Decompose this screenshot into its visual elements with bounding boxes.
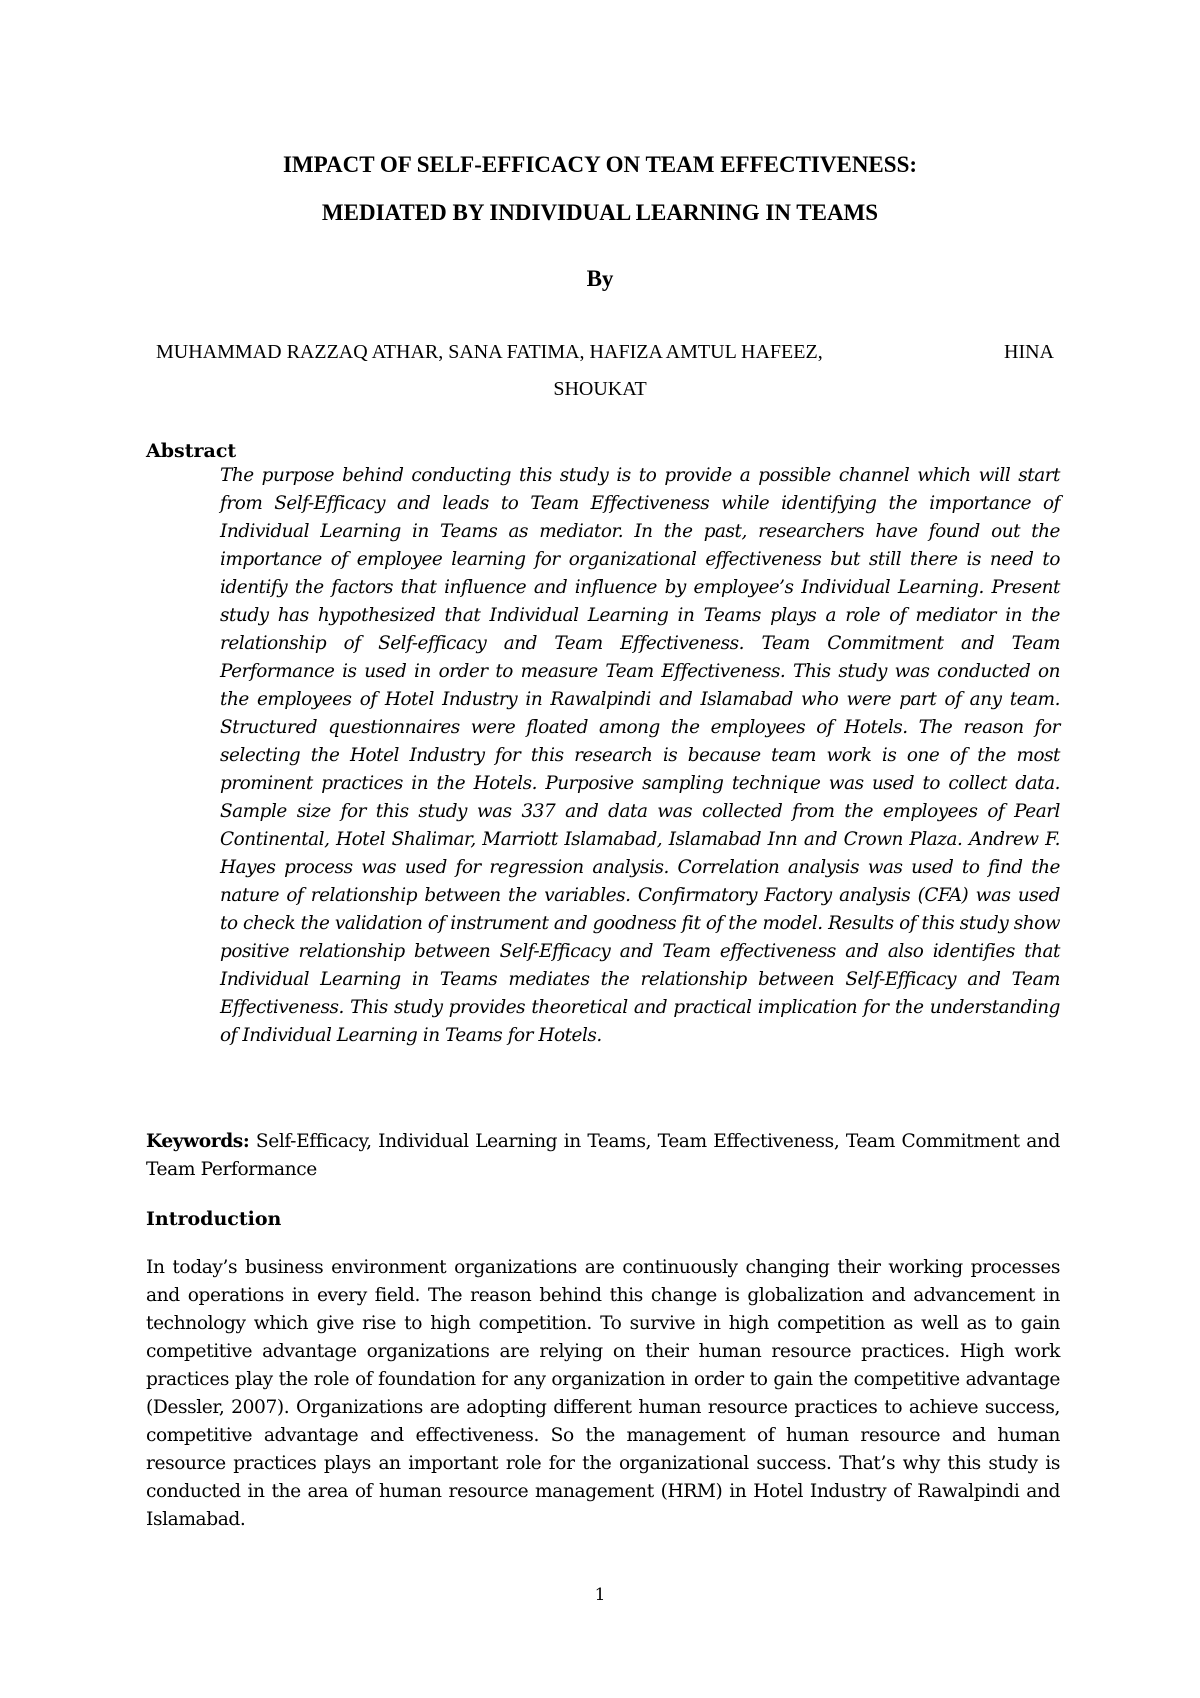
introduction-heading: Introduction: [146, 1208, 282, 1230]
author-names: MUHAMMAD RAZZAQ ATHAR, SANA FATIMA, HAFIZA AMTUL HAFEEZ,: [156, 341, 823, 363]
keywords-label: Keywords:: [146, 1131, 250, 1152]
author-list-line-2: SHOUKAT: [553, 378, 647, 400]
keywords-paragraph: [146, 1128, 1060, 1184]
keywords-text: Self-Efficacy, Individual Learning in Teams, Team Effectiveness, Team Commitment and Team Performance: [146, 1131, 1060, 1180]
abstract-text: The purpose behind conducting this study is to provide a possible channel which will start from Self-Efficacy and leads to Team Effectiveness while identifying the importance of Individual Learning in Teams as mediator. In the past, researchers have found out the importance of employee learning for organizational effectiveness but still there is need to identify the factors that influence and influence by employee’s Individual Learning. Present study has hypothesized that Individual Learning in Teams plays a role of mediator in the relationship of Self-efficacy and Team Effectiveness. Team Commitment and Team Performance is used in order to measure Team Effectiveness. This study was conducted on the employees of Hotel Industry in Rawalpindi and Islamabad who were part of any team. Structured questionnaires were floated among the employees of Hotels. The reason for selecting the Hotel Industry for this research is because team work is one of the most prominent practices in the Hotels. Purposive sampling technique was used to collect data. Sample size for this study was 337 and data was collected from the employees of Pearl Continental, Hotel Shalimar, Marriott Islamabad, Islamabad Inn and Crown Plaza. Andrew F. Hayes process was used for regression analysis. Correlation analysis was used to find the nature of relationship between the variables. Confirmatory Factory analysis (CFA) was used to check the validation of instrument and goodness fit of the model. Results of this study show positive relationship between Self-Efficacy and Team effectiveness and also identifies that Individual Learning in Teams mediates the relationship between Self-Efficacy and Team Effectiveness. This study provides theoretical and practical implication for the understanding of Individual Learning in Teams for Hotels.: [220, 465, 1060, 1046]
author-name-fragment: HINA: [1004, 341, 1054, 363]
introduction-text: In today’s business environment organizations are continuously changing their working processes and operations in every field. The reason behind this change is globalization and advancement in technology which give rise to high competition. To survive in high competition as well as to gain competitive advantage organizations are relying on their human resource practices. High work practices play the role of foundation for any organization in order to gain the competitive advantage (Dessler, 2007). Organizations are adopting different human resource practices to achieve success, competitive advantage and effectiveness. So the management of human resource and human resource practices plays an important role for the organizational success. That’s why this study is conducted in the area of human resource management (HRM) in Hotel Industry of Rawalpindi and Islamabad.: [146, 1257, 1060, 1530]
page-number: 1: [594, 1585, 606, 1605]
paper-title-line-1: IMPACT OF SELF-EFFICACY ON TEAM EFFECTIVENESS:: [282, 152, 918, 177]
abstract-heading: Abstract: [146, 440, 237, 462]
paper-title-line-2: MEDIATED BY INDIVIDUAL LEARNING IN TEAMS: [321, 200, 879, 225]
author-list: [146, 334, 1054, 408]
author-list-line-1: [146, 334, 1054, 371]
by-label: By: [586, 266, 614, 291]
